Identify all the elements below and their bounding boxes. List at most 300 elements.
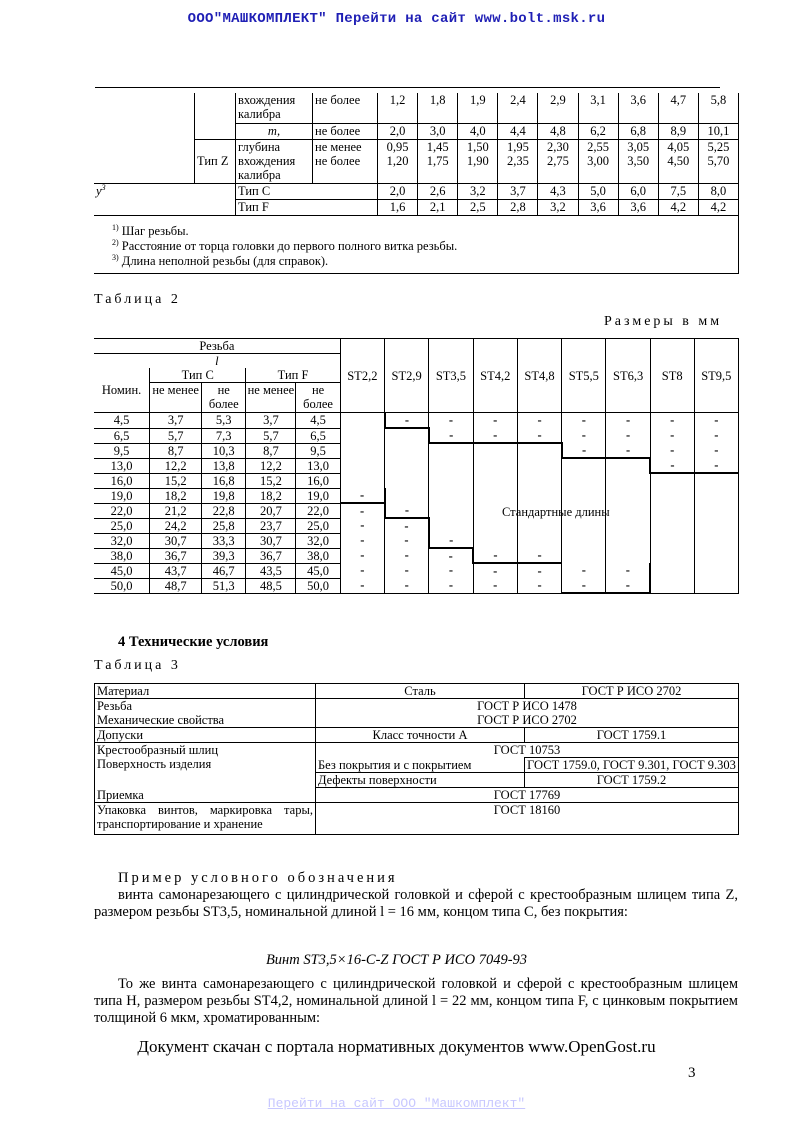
- t1-cell: [458, 139, 498, 183]
- t2-mark-cell: -: [429, 533, 473, 548]
- t2-length-cell: 19,0: [296, 488, 340, 503]
- t2-mark-cell: [473, 458, 517, 473]
- t2-mark-cell: -: [606, 428, 650, 443]
- t2-mark-cell: -: [517, 428, 561, 443]
- t1-cell: [498, 139, 538, 183]
- t2-mark-cell: [650, 578, 694, 593]
- t1-cell: [578, 139, 618, 183]
- t2-mark-cell: [606, 533, 650, 548]
- t1-cell: 4,4: [498, 123, 538, 139]
- t3-text: Резьба: [97, 699, 133, 713]
- t3-value: Класс точности А: [316, 728, 525, 743]
- page-number: 3: [688, 1065, 696, 1081]
- t1-limit-max: не более: [315, 153, 361, 168]
- t2-nom-cell: 38,0: [94, 548, 150, 563]
- t2-mark-cell: [429, 518, 473, 533]
- t1-val: 1,75: [426, 153, 449, 168]
- t2-length-cell: 36,7: [150, 548, 202, 563]
- t2-mark-cell: [517, 518, 561, 533]
- t2-nom-cell: 9,5: [94, 443, 150, 458]
- t2-length-cell: 36,7: [246, 548, 296, 563]
- t1-cell: 6,0: [618, 183, 658, 199]
- t2-mark-cell: -: [385, 563, 429, 578]
- t2-length-cell: 33,3: [202, 533, 246, 548]
- t3-text: Поверхность изделия: [97, 757, 212, 771]
- table-3: [94, 683, 739, 835]
- t2-mark-cell: [429, 473, 473, 488]
- t1-r1-label: вхождения калибра: [236, 93, 313, 123]
- t2-mark-cell: [340, 458, 384, 473]
- t2-mark-cell: -: [606, 563, 650, 578]
- t1-cell: 1,8: [418, 93, 458, 123]
- download-notice[interactable]: Документ скачан с портала нормативных документов www.OpenGost.ru: [137, 1037, 656, 1056]
- t2-mark-cell: [385, 473, 429, 488]
- t1-cell: 8,0: [698, 183, 738, 199]
- t2-mark-cell: -: [385, 533, 429, 548]
- t2-length-cell: 38,0: [296, 548, 340, 563]
- t2-length-cell: 5,3: [202, 413, 246, 429]
- t2-size-col: ST9,5: [694, 339, 738, 413]
- t2-mark-cell: -: [340, 533, 384, 548]
- t1-y-sup: 3: [101, 182, 106, 192]
- t1-cell: 3,6: [618, 199, 658, 215]
- t1-type-z: Тип Z: [195, 139, 236, 183]
- table-2-caption: Таблица 2: [94, 292, 181, 307]
- t2-mark-cell: [429, 458, 473, 473]
- table-2-units: Размеры в мм: [604, 314, 723, 329]
- t2-nom-cell: 19,0: [94, 488, 150, 503]
- t3-value: Дефекты поверхности: [316, 773, 525, 788]
- t1-cell: 4,8: [538, 123, 578, 139]
- t2-mark-cell: [429, 443, 473, 458]
- t1-cell: 1,9: [458, 93, 498, 123]
- t2-typef-header: Тип F: [246, 368, 340, 383]
- t3-label: Материал: [95, 684, 316, 699]
- t1-cell: 4,2: [698, 199, 738, 215]
- t1-val: 1,90: [466, 153, 489, 168]
- t2-nom-cell: 6,5: [94, 428, 150, 443]
- t1-r2-limit: не более: [313, 123, 378, 139]
- t2-mark-cell: [562, 548, 606, 563]
- t2-nom-cell: 32,0: [94, 533, 150, 548]
- t1-val: 4,50: [667, 153, 690, 168]
- table-1-continuation: [94, 93, 739, 274]
- t3-value: ГОСТ 1759.2: [525, 773, 739, 788]
- example-paragraph-2: То же винта самонарезающего с цилиндрической головкой и сферой с крестообразным шлицем типа Н, размером резьбы ST4,2, номинальной длиной l = 22 мм, концом типа F, с цинковым покрытием толщиной 6 мкм, хроматированным:: [94, 976, 738, 1026]
- t2-mark-cell: [650, 563, 694, 578]
- t2-length-cell: 25,0: [296, 518, 340, 533]
- t1-y: y: [96, 183, 102, 198]
- t3-text: ГОСТ Р ИСО 2702: [477, 713, 577, 727]
- t2-length-cell: 18,2: [150, 488, 202, 503]
- t2-length-cell: 16,8: [202, 473, 246, 488]
- t2-length-cell: 22,0: [296, 503, 340, 518]
- t2-mark-cell: -: [517, 578, 561, 593]
- t1-val: 2,75: [547, 153, 569, 168]
- t1-cell: 1,6: [378, 199, 418, 215]
- footnote-marker: 1): [112, 222, 119, 232]
- t1-cell: 5,8: [698, 93, 738, 123]
- t1-cell: 3,2: [458, 183, 498, 199]
- t2-mark-cell: [650, 503, 694, 518]
- t2-mark-cell: [473, 473, 517, 488]
- t1-cell: [618, 139, 658, 183]
- t2-length-cell: 23,7: [246, 518, 296, 533]
- t2-mark-cell: [694, 518, 738, 533]
- t1-cell: 2,9: [538, 93, 578, 123]
- t3-value: ГОСТ 18160: [316, 803, 739, 835]
- t1-val: 0,95: [386, 139, 409, 154]
- t2-mark-cell: [694, 473, 738, 488]
- t1-cell: 3,6: [618, 93, 658, 123]
- header-site-link[interactable]: ООО"МАШКОМПЛЕКТ" Перейти на сайт www.bolt.msk.ru: [187, 11, 606, 27]
- example-paragraph-1: винта самонарезающего с цилиндрической головкой и сферой с крестообразным шлицем типа Z, размером резьбы ST3,5, номинальной длиной l = 16 мм, концом типа С, без покрытия:: [94, 887, 738, 920]
- t2-mark-cell: [473, 518, 517, 533]
- t2-length-cell: 4,5: [296, 413, 340, 429]
- t2-nom-cell: 16,0: [94, 473, 150, 488]
- t2-mark-cell: [517, 443, 561, 458]
- t1-cell: 2,5: [458, 199, 498, 215]
- t2-length-cell: 5,7: [150, 428, 202, 443]
- footnote-marker: 3): [112, 252, 119, 262]
- t2-length-cell: 48,5: [246, 578, 296, 593]
- t1-r3-limits: [313, 139, 378, 183]
- t1-val: 5,25: [707, 139, 730, 154]
- t2-mark-cell: [650, 473, 694, 488]
- footnote-text: Расстояние от торца головки до первого полного витка резьбы.: [121, 238, 458, 253]
- t2-mark-cell: [606, 473, 650, 488]
- t2-length-cell: 8,7: [150, 443, 202, 458]
- t3-value: ГОСТ Р ИСО 2702: [525, 684, 739, 699]
- t1-cell: 10,1: [698, 123, 738, 139]
- t2-mark-cell: -: [650, 413, 694, 429]
- t2-mark-cell: [562, 473, 606, 488]
- t2-nom-cell: 45,0: [94, 563, 150, 578]
- t2-mark-cell: [340, 428, 384, 443]
- t3-text: Механические свойства: [97, 713, 225, 727]
- t2-mark-cell: [694, 563, 738, 578]
- t2-length-cell: 20,7: [246, 503, 296, 518]
- t3-value: Сталь: [316, 684, 525, 699]
- t3-text: ГОСТ Р ИСО 1478: [477, 699, 577, 713]
- t2-length-cell: 39,3: [202, 548, 246, 563]
- t3-value: [316, 699, 739, 728]
- t2-mark-cell: [562, 458, 606, 473]
- t2-mark-cell: [606, 458, 650, 473]
- t2-mark-cell: [562, 488, 606, 503]
- t2-mark-cell: -: [429, 548, 473, 563]
- t2-mark-cell: -: [340, 488, 384, 503]
- t2-length-cell: 13,0: [296, 458, 340, 473]
- t2-mark-cell: [473, 533, 517, 548]
- t2-mark-cell: -: [385, 413, 429, 429]
- t2-nom-cell: 25,0: [94, 518, 150, 533]
- t2-body: [94, 413, 739, 594]
- t1-cell: [378, 139, 418, 183]
- t2-nom-header: Номин.: [94, 368, 150, 413]
- example-designation: Винт ST3,5×16-C-Z ГОСТ Р ИСО 7049-93: [265, 952, 528, 968]
- t2-mark-cell: [694, 503, 738, 518]
- section-4-title: 4 Технические условия: [118, 634, 269, 650]
- t2-mark-cell: -: [429, 578, 473, 593]
- t2-mark-cell: [694, 578, 738, 593]
- t1-cell: [658, 139, 698, 183]
- t2-mark-cell: [340, 473, 384, 488]
- t2-length-cell: 16,0: [296, 473, 340, 488]
- t3-value: ГОСТ 17769: [316, 788, 739, 803]
- t2-length-cell: 50,0: [296, 578, 340, 593]
- t2-mark-cell: -: [694, 413, 738, 429]
- t1-cell: 6,2: [578, 123, 618, 139]
- t2-mark-cell: -: [385, 578, 429, 593]
- t2-length-cell: 5,7: [246, 428, 296, 443]
- t2-mark-cell: -: [429, 413, 473, 429]
- t2-mark-cell: -: [340, 578, 384, 593]
- t2-nom-cell: 13,0: [94, 458, 150, 473]
- t2-mark-cell: -: [340, 548, 384, 563]
- t2-mark-cell: -: [473, 578, 517, 593]
- t2-mark-cell: -: [429, 428, 473, 443]
- t2-mark-cell: -: [694, 428, 738, 443]
- t1-val: 2,35: [506, 153, 529, 168]
- t1-cell: 4,0: [458, 123, 498, 139]
- t2-length-cell: 48,7: [150, 578, 202, 593]
- t1-footnotes: [94, 215, 739, 273]
- t2-length-cell: 43,7: [150, 563, 202, 578]
- t2-length-cell: 21,2: [150, 503, 202, 518]
- t2-length-cell: 10,3: [202, 443, 246, 458]
- t1-cell: 2,6: [418, 183, 458, 199]
- t2-size-col: ST5,5: [562, 339, 606, 413]
- t2-size-col: ST4,8: [517, 339, 561, 413]
- t2-mark-cell: [650, 533, 694, 548]
- t2-length-cell: 15,2: [150, 473, 202, 488]
- t1-val: 4,05: [667, 139, 690, 154]
- t3-label: Приемка: [95, 788, 316, 803]
- t2-size-col: ST3,5: [429, 339, 473, 413]
- t1-cell: 2,4: [498, 93, 538, 123]
- t2-mark-cell: [562, 518, 606, 533]
- t2-length-cell: 13,8: [202, 458, 246, 473]
- t1-cell: 4,3: [538, 183, 578, 199]
- t3-label: Допуски: [95, 728, 316, 743]
- t2-min-header: не менее: [150, 383, 202, 413]
- t2-size-col: ST2,2: [340, 339, 384, 413]
- footnote-text: Длина неполной резьбы (для справок).: [121, 253, 329, 268]
- t2-mark-cell: [340, 413, 384, 429]
- t2-size-col: ST8: [650, 339, 694, 413]
- t1-val: 5,70: [707, 153, 730, 168]
- t2-mark-cell: [385, 428, 429, 443]
- t2-mark-cell: [650, 518, 694, 533]
- t2-length-cell: 24,2: [150, 518, 202, 533]
- t1-cell: 4,7: [658, 93, 698, 123]
- t2-mark-cell: [606, 488, 650, 503]
- t2-mark-cell: [385, 488, 429, 503]
- t1-cell: 3,6: [578, 199, 618, 215]
- t1-cell: 3,7: [498, 183, 538, 199]
- t3-value: ГОСТ 1759.0, ГОСТ 9.301, ГОСТ 9.303: [525, 758, 739, 773]
- t1-cell: [538, 139, 578, 183]
- t1-cell: 5,0: [578, 183, 618, 199]
- t2-mark-cell: -: [340, 503, 384, 518]
- t1-cell: 3,2: [538, 199, 578, 215]
- t3-value: ГОСТ 1759.1: [525, 728, 739, 743]
- t2-mark-cell: [385, 458, 429, 473]
- t3-label: Упаковка винтов, маркировка тары, транспортирование и хранение: [95, 803, 316, 835]
- t2-length-cell: 3,7: [246, 413, 296, 429]
- footnote-text: Шаг резьбы.: [121, 223, 189, 238]
- t2-length-cell: 12,2: [150, 458, 202, 473]
- t2-mark-cell: -: [473, 548, 517, 563]
- t2-mark-cell: [562, 533, 606, 548]
- t1-type-f: Тип F: [236, 199, 378, 215]
- t1-val: 2,55: [587, 139, 610, 154]
- t1-limit-min: не менее: [315, 139, 362, 154]
- t1-cell: [418, 139, 458, 183]
- t2-mark-cell: -: [650, 428, 694, 443]
- t2-max-header: не более: [296, 383, 340, 413]
- t2-mark-cell: -: [694, 458, 738, 473]
- t2-l-header: l: [94, 354, 340, 369]
- t2-length-cell: 30,7: [150, 533, 202, 548]
- t1-cell: 7,5: [658, 183, 698, 199]
- t2-mark-cell: [517, 488, 561, 503]
- t2-min-header: не менее: [246, 383, 296, 413]
- t2-mark-cell: [650, 488, 694, 503]
- t2-mark-cell: [517, 533, 561, 548]
- t3-label: [95, 699, 316, 728]
- t2-mark-cell: -: [340, 518, 384, 533]
- t2-mark-cell: [650, 548, 694, 563]
- t2-mark-cell: -: [562, 443, 606, 458]
- t2-standard-lengths-label: Стандартные длины: [502, 505, 610, 519]
- footnote: [112, 239, 738, 254]
- t2-length-cell: 46,7: [202, 563, 246, 578]
- t2-mark-cell: -: [517, 563, 561, 578]
- t2-nom-cell: 22,0: [94, 503, 150, 518]
- footnote: [112, 224, 738, 239]
- example-heading: Пример условного обозначения: [118, 870, 398, 886]
- t2-mark-cell: -: [562, 428, 606, 443]
- t1-cell: 2,0: [378, 183, 418, 199]
- t1-val: 2,30: [547, 139, 569, 154]
- t2-size-col: ST4,2: [473, 339, 517, 413]
- t2-mark-cell: -: [606, 443, 650, 458]
- t3-text: Крестообразный шлиц: [97, 743, 219, 757]
- t2-length-cell: 18,2: [246, 488, 296, 503]
- t2-mark-cell: -: [562, 413, 606, 429]
- t2-mark-cell: [517, 458, 561, 473]
- t2-mark-cell: [606, 503, 650, 518]
- t2-length-cell: 19,8: [202, 488, 246, 503]
- t1-cell: 2,8: [498, 199, 538, 215]
- t3-label: [95, 743, 316, 788]
- t2-size-col: ST6,3: [606, 339, 650, 413]
- t2-mark-cell: [385, 443, 429, 458]
- t2-mark-cell: -: [694, 443, 738, 458]
- t2-length-cell: 12,2: [246, 458, 296, 473]
- t1-r1-limit: не более: [313, 93, 378, 123]
- t1-val: 1,20: [386, 153, 409, 168]
- t2-length-cell: 51,3: [202, 578, 246, 593]
- t2-length-cell: 43,5: [246, 563, 296, 578]
- t2-mark-cell: -: [429, 563, 473, 578]
- t2-mark-cell: -: [385, 518, 429, 533]
- t2-mark-cell: -: [517, 548, 561, 563]
- t2-length-cell: 22,8: [202, 503, 246, 518]
- t2-length-cell: 45,0: [296, 563, 340, 578]
- t1-r2-label: m,: [236, 123, 313, 139]
- t2-length-cell: 6,5: [296, 428, 340, 443]
- t2-mark-cell: -: [562, 578, 606, 593]
- t1-val: 3,50: [627, 153, 650, 168]
- table-2: [94, 338, 739, 594]
- t2-length-cell: 3,7: [150, 413, 202, 429]
- t1-val: 1,45: [426, 139, 449, 154]
- t2-mark-cell: [606, 548, 650, 563]
- t2-max-header: не более: [202, 383, 246, 413]
- t1-cell: 6,8: [618, 123, 658, 139]
- t2-mark-cell: [340, 443, 384, 458]
- t2-mark-cell: -: [606, 578, 650, 593]
- t2-nom-cell: 4,5: [94, 413, 150, 429]
- t1-val: 3,00: [587, 153, 610, 168]
- footer-site-link[interactable]: Перейти на сайт ООО "Машкомплект": [267, 1096, 526, 1111]
- t1-cell: 3,0: [418, 123, 458, 139]
- t2-mark-cell: -: [650, 443, 694, 458]
- t2-mark-cell: -: [385, 548, 429, 563]
- t1-cell: 3,1: [578, 93, 618, 123]
- t1-val: 3,05: [627, 139, 650, 154]
- t2-mark-cell: [429, 503, 473, 518]
- t2-mark-cell: -: [473, 413, 517, 429]
- t1-r3-label: глубина вхождения калибра: [236, 139, 313, 183]
- t2-mark-cell: -: [473, 428, 517, 443]
- t2-length-cell: 25,8: [202, 518, 246, 533]
- t1-cell: 1,2: [378, 93, 418, 123]
- t2-mark-cell: [606, 518, 650, 533]
- t2-length-cell: 32,0: [296, 533, 340, 548]
- t2-mark-cell: -: [340, 563, 384, 578]
- t2-mark-cell: -: [606, 413, 650, 429]
- t2-length-cell: 30,7: [246, 533, 296, 548]
- t2-mark-cell: -: [385, 503, 429, 518]
- t3-value: ГОСТ 10753: [316, 743, 739, 758]
- t2-mark-cell: [473, 443, 517, 458]
- t2-mark-cell: [694, 488, 738, 503]
- t2-mark-cell: -: [517, 413, 561, 429]
- t2-mark-cell: [429, 488, 473, 503]
- t2-mark-cell: -: [650, 458, 694, 473]
- t2-thread-header: Резьба: [94, 339, 340, 354]
- t1-type-c: Тип С: [236, 183, 378, 199]
- t2-nom-cell: 50,0: [94, 578, 150, 593]
- header-divider: [95, 87, 720, 88]
- t2-mark-cell: [473, 488, 517, 503]
- t2-length-cell: 8,7: [246, 443, 296, 458]
- t2-mark-cell: -: [562, 563, 606, 578]
- t2-mark-cell: [517, 473, 561, 488]
- footnote: [112, 254, 738, 269]
- t1-cell: 8,9: [658, 123, 698, 139]
- t1-cell: 2,1: [418, 199, 458, 215]
- t2-size-col: ST2,9: [385, 339, 429, 413]
- t2-length-cell: 9,5: [296, 443, 340, 458]
- t2-mark-cell: -: [473, 563, 517, 578]
- table-3-caption: Таблица 3: [94, 658, 181, 673]
- t2-length-cell: 7,3: [202, 428, 246, 443]
